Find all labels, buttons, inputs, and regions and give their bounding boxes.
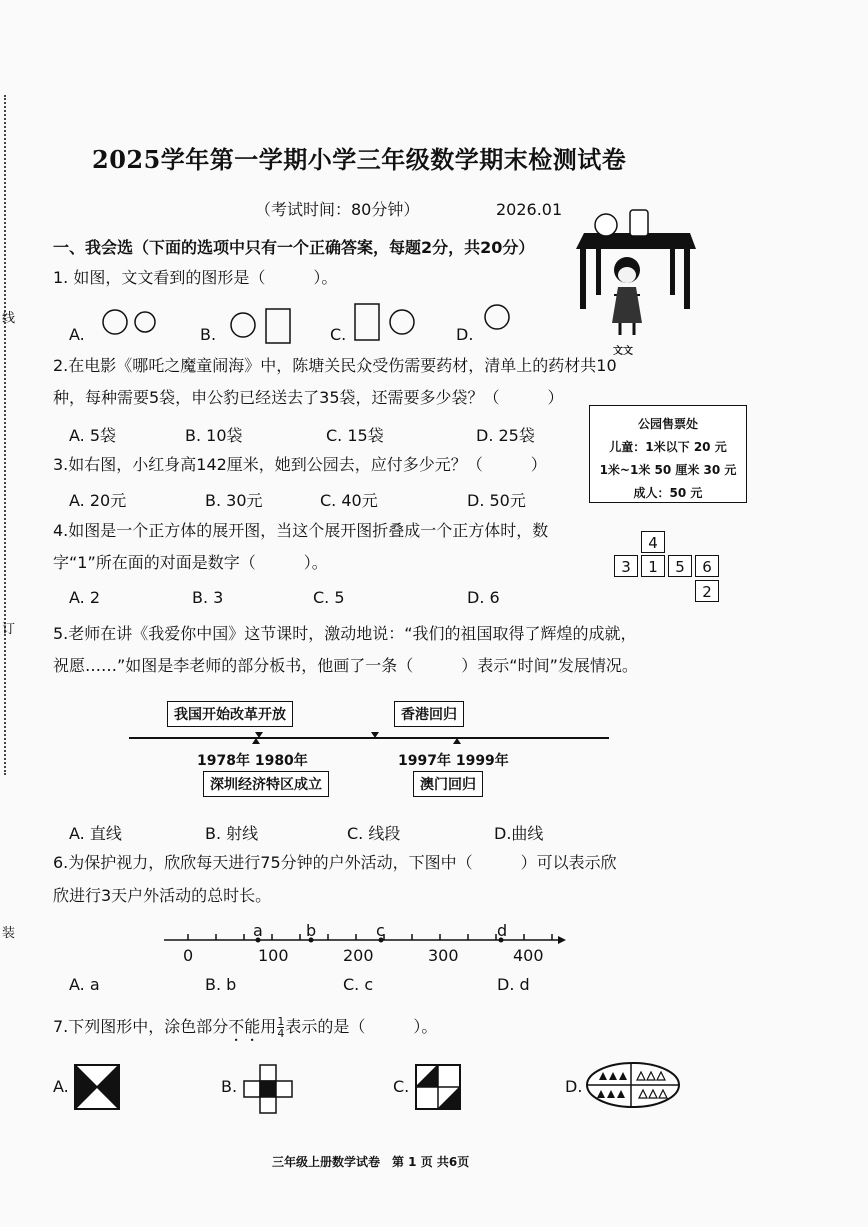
question-4-line2: 字“1”所在面的对面是数字（ ）。 xyxy=(53,553,328,572)
q1-figure-c xyxy=(352,302,420,344)
question-6-line2: 欣进行3天户外活动的总时长。 xyxy=(53,886,272,905)
q1-figure-b xyxy=(228,305,296,345)
timeline-label-hongkong: 香港回归 xyxy=(394,701,464,727)
page-title: 2025学年第一学期小学三年级数学期末检测试卷 xyxy=(92,145,627,174)
tick-label: 0 xyxy=(183,946,194,965)
q3-option-a[interactable]: A. 20元 xyxy=(69,491,127,510)
margin-mark: 线 xyxy=(2,311,16,326)
q1-option-a[interactable]: A. xyxy=(69,325,85,344)
ticket-mid: 1米~1米 50 厘米 30 元 xyxy=(599,463,737,477)
point-d: d xyxy=(497,921,508,940)
q7-figure-d xyxy=(585,1060,681,1110)
timeline-years-right: 1997年 1999年 xyxy=(398,753,509,769)
q4-option-a[interactable]: A. 2 xyxy=(69,588,101,607)
q6-option-d[interactable]: D. d xyxy=(497,975,530,994)
q7-stem-after: 表示的是（ ）。 xyxy=(285,1017,438,1036)
q7-figure-c xyxy=(414,1063,464,1113)
q5-option-c[interactable]: C. 线段 xyxy=(347,824,401,843)
tick-label: 200 xyxy=(343,946,374,965)
ticket-title: 公园售票处 xyxy=(637,417,698,431)
q4-option-b[interactable]: B. 3 xyxy=(192,588,224,607)
question-6-line1: 6.为保护视力，欣欣每天进行75分钟的户外活动，下图中（ ）可以表示欣 xyxy=(53,853,617,872)
q7-stem-mid: 用 xyxy=(260,1017,277,1036)
figure-caption: 文文 xyxy=(613,346,633,357)
point-a: a xyxy=(253,921,263,940)
q1-figure-a xyxy=(100,308,160,336)
question-5-line1: 5.老师在讲《我爱你中国》这节课时，激动地说：“我们的祖国取得了辉煌的成就， xyxy=(53,624,637,643)
q7-figure-b xyxy=(242,1063,294,1115)
exam-date: 2026.01 xyxy=(496,200,563,219)
timeline-label-macau: 澳门回归 xyxy=(413,771,483,797)
q1-option-b[interactable]: B. xyxy=(200,325,217,344)
net-cell: 4 xyxy=(641,531,665,553)
margin-mark: 装 xyxy=(2,926,16,941)
question-4-line1: 4.如图是一个正方体的展开图，当这个展开图折叠成一个正方体时，数 xyxy=(53,521,549,540)
timeline-label-shenzhen: 深圳经济特区成立 xyxy=(203,771,329,797)
net-cell: 3 xyxy=(614,555,638,577)
timeline-line xyxy=(125,728,615,748)
q7-option-d[interactable]: D. xyxy=(565,1077,583,1096)
point-b: b xyxy=(306,921,317,940)
q6-option-b[interactable]: B. b xyxy=(205,975,237,994)
timeline-label-reform: 我国开始改革开放 xyxy=(167,701,293,727)
ticket-child: 儿童：1米以下 20 元 xyxy=(609,440,727,454)
q7-option-a[interactable]: A. xyxy=(53,1077,69,1096)
timeline-years-left: 1978年 1980年 xyxy=(197,753,308,769)
ticket-adult: 成人：50 元 xyxy=(633,486,703,500)
question-7 xyxy=(53,1016,437,1045)
q7-option-c[interactable]: C. xyxy=(393,1077,410,1096)
margin-mark: 订 xyxy=(2,622,16,637)
q2-option-a[interactable]: A. 5袋 xyxy=(69,426,117,445)
q3-option-d[interactable]: D. 50元 xyxy=(467,491,526,510)
q7-option-b[interactable]: B. xyxy=(221,1077,238,1096)
frac-den: 4 xyxy=(277,1027,285,1040)
q3-option-b[interactable]: B. 30元 xyxy=(205,491,263,510)
net-cell: 1 xyxy=(641,555,665,577)
q5-option-d[interactable]: D.曲线 xyxy=(494,824,544,843)
q6-option-c[interactable]: C. c xyxy=(343,975,374,994)
page-footer: 三年级上册数学试卷 第 1 页 共6页 xyxy=(272,1155,470,1169)
net-cell: 6 xyxy=(695,555,719,577)
table-girl-illustration xyxy=(570,205,700,355)
exam-time: （考试时间：80分钟） xyxy=(255,200,420,219)
net-cell: 5 xyxy=(668,555,692,577)
point-c: c xyxy=(376,921,385,940)
tick-label: 400 xyxy=(513,946,544,965)
q2-option-d[interactable]: D. 25袋 xyxy=(476,426,535,445)
question-5-line2: 祝愿……”如图是李老师的部分板书，他画了一条（ ）表示“时间”发展情况。 xyxy=(53,656,638,675)
q2-option-b[interactable]: B. 10袋 xyxy=(185,426,243,445)
q2-option-c[interactable]: C. 15袋 xyxy=(326,426,384,445)
question-2-line1: 2.在电影《哪吒之魔童闹海》中，陈塘关民众受伤需要药材，清单上的药材共10 xyxy=(53,356,617,375)
q4-option-d[interactable]: D. 6 xyxy=(467,588,500,607)
frac-num: 1 xyxy=(277,1015,285,1028)
question-1: 1. 如图，文文看到的图形是（ ）。 xyxy=(53,268,338,287)
q5-option-b[interactable]: B. 射线 xyxy=(205,824,259,843)
tick-label: 100 xyxy=(258,946,289,965)
tick-label: 300 xyxy=(428,946,459,965)
q5-option-a[interactable]: A. 直线 xyxy=(69,824,122,843)
question-3: 3.如右图，小红身高142厘米，她到公园去，应付多少元？（ ） xyxy=(53,455,547,474)
net-cell: 2 xyxy=(695,580,719,602)
q7-fraction xyxy=(277,1016,284,1039)
q1-option-d[interactable]: D. xyxy=(456,325,474,344)
q4-option-c[interactable]: C. 5 xyxy=(313,588,345,607)
q6-option-a[interactable]: A. a xyxy=(69,975,100,994)
q1-figure-d xyxy=(482,302,512,332)
section-heading: 一、我会选（下面的选项中只有一个正确答案，每题2分，共20分） xyxy=(53,238,535,257)
q7-stem-before: 7.下列图形中，涂色部分 xyxy=(53,1017,229,1036)
q3-option-c[interactable]: C. 40元 xyxy=(320,491,378,510)
q1-option-c[interactable]: C. xyxy=(330,325,347,344)
q7-stem-emph: 不能 xyxy=(228,1017,261,1036)
question-2-line2: 种，每种需要5袋，申公豹已经送去了35袋，还需要多少袋？（ ） xyxy=(53,388,564,407)
ticket-info-box xyxy=(589,405,747,503)
q7-figure-a xyxy=(73,1063,123,1113)
binding-line xyxy=(4,95,6,775)
